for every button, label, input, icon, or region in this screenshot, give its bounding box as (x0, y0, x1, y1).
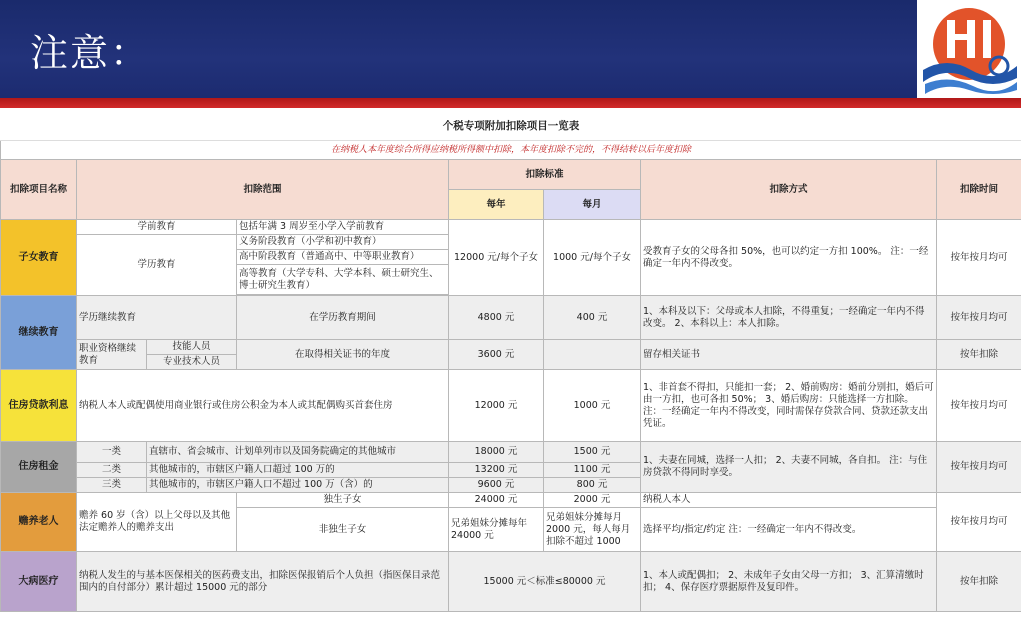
rent-method: 1、夫妻在同城，选择一人扣； 2、夫妻不同城，各自扣。 注：与住房贷款不得同时享受。 (641, 442, 937, 493)
pre-school-desc: 包括年满 3 周岁至小学入学前教育 (237, 220, 449, 235)
mortgage-per-month: 1000 元 (544, 370, 641, 442)
vocational-per-month-empty (544, 340, 641, 370)
header-method: 扣除方式 (641, 160, 937, 220)
item-serious-illness: 大病医疗 (1, 552, 77, 612)
degree-continuing-method: 1、本科及以下：父母或本人扣除，不得重复；一经确定一年内不得改变。 2、本科以上：本人扣除。 (641, 296, 937, 340)
header-time: 扣除时间 (937, 160, 1021, 220)
non-only-child-method: 选择平均/指定/约定 注：一经确定一年内不得改变。 (641, 508, 937, 552)
vocational-per-year: 3600 元 (449, 340, 544, 370)
degree-continuing-per-month: 400 元 (544, 296, 641, 340)
rent-tier2-desc: 其他城市的，市辖区户籍人口超过 100 万的 (147, 463, 449, 478)
degree-continuing-per-year: 4800 元 (449, 296, 544, 340)
only-child-label: 独生子女 (237, 493, 449, 508)
medical-standard: 15000 元＜标准≤80000 元 (449, 552, 641, 612)
header-item: 扣除项目名称 (1, 160, 77, 220)
vocational-period: 在取得相关证书的年度 (237, 340, 449, 370)
rent-tier2-per-month: 1100 元 (544, 463, 641, 478)
professional-personnel: 专业技术人员 (147, 355, 237, 370)
degree-continuing-label: 学历继续教育 (77, 296, 237, 340)
table-note: 在纳税人本年度综合所得应纳税所得额中扣除，本年度扣除不完的，不得结转以后年度扣除 (1, 141, 1021, 160)
non-only-child-label: 非独生子女 (237, 508, 449, 552)
children-time: 按年按月均可 (937, 220, 1021, 296)
item-continuing-education: 继续教育 (1, 296, 77, 370)
children-per-month: 1000 元/每个子女 (544, 220, 641, 296)
rent-tier2-per-year: 13200 元 (449, 463, 544, 478)
logo-icon (917, 0, 1021, 98)
elderly-time: 按年按月均可 (937, 493, 1021, 552)
medical-method: 1、本人或配偶扣； 2、未成年子女由父母一方扣； 3、汇算清缴时扣； 4、保存医疗票据原件及复印件。 (641, 552, 937, 612)
rent-tier1-label: 一类 (77, 442, 147, 463)
table-caption: 个税专项附加扣除项目一览表 (1, 112, 1021, 141)
medical-time: 按年扣除 (937, 552, 1021, 612)
vocational-continuing-label: 职业资格继续教育 (77, 340, 147, 370)
non-only-child-per-year: 兄弟姐妹分摊每年 24000 元 (449, 508, 544, 552)
rent-tier3-desc: 其他城市的，市辖区户籍人口不超过 100 万（含）的 (147, 478, 449, 493)
only-child-per-month: 2000 元 (544, 493, 641, 508)
medical-scope: 纳税人发生的与基本医保相关的医药费支出，扣除医保报销后个人负担（指医保目录范围内的自付部分）累计超过 15000 元的部分 (77, 552, 449, 612)
children-method: 受教育子女的父母各扣 50%，也可以约定一方扣 100%。 注：一经确定一年内不得改变。 (641, 220, 937, 296)
mortgage-per-year: 12000 元 (449, 370, 544, 442)
slide-title: 注意： (30, 31, 151, 75)
degree-continuing-period: 在学历教育期间 (237, 296, 449, 340)
vocational-method: 留存相关证书 (641, 340, 937, 370)
pre-school-label: 学前教育 (77, 220, 237, 235)
rent-tier3-per-year: 9600 元 (449, 478, 544, 493)
item-children-education: 子女教育 (1, 220, 77, 296)
degree-education-label: 学历教育 (77, 235, 237, 296)
header-stripe (0, 98, 1021, 108)
header-per-year: 每年 (449, 190, 544, 220)
higher-education: 高等教育（大学专科、大学本科、硕士研究生、博士研究生教育） (237, 265, 449, 295)
children-per-year: 12000 元/每个子女 (449, 220, 544, 296)
skilled-personnel: 技能人员 (147, 340, 237, 355)
high-school-education: 高中阶段教育（普通高中、中等职业教育） (237, 250, 449, 265)
rent-tier1-desc: 直辖市、省会城市、计划单列市以及国务院确定的其他城市 (147, 442, 449, 463)
mortgage-time: 按年按月均可 (937, 370, 1021, 442)
compulsory-education: 义务阶段教育（小学和初中教育） (237, 235, 449, 250)
only-child-per-year: 24000 元 (449, 493, 544, 508)
header-scope: 扣除范围 (77, 160, 449, 220)
rent-tier2-label: 二类 (77, 463, 147, 478)
mortgage-method: 1、非首套不得扣，只能扣一套； 2、婚前购房：婚前分别扣，婚后可由一方扣，也可各扣 50%； 3、婚后购房：只能选择一方扣除。 注：一经确定一年内不得改变，同时需保存贷款合同、贷款还款支出凭证。 (641, 370, 937, 442)
rent-tier3-label: 三类 (77, 478, 147, 493)
item-elderly-support: 赡养老人 (1, 493, 77, 552)
rent-tier1-per-month: 1500 元 (544, 442, 641, 463)
item-housing-rent: 住房租金 (1, 442, 77, 493)
slide-header (0, 0, 1021, 98)
rent-time: 按年按月均可 (937, 442, 1021, 493)
only-child-method: 纳税人本人 (641, 493, 937, 508)
degree-continuing-time: 按年按月均可 (937, 296, 1021, 340)
rent-tier3-per-month: 800 元 (544, 478, 641, 493)
elderly-scope: 赡养 60 岁（含）以上父母以及其他法定赡养人的赡养支出 (77, 493, 237, 552)
vocational-time: 按年扣除 (937, 340, 1021, 370)
deduction-table (0, 112, 1021, 612)
mortgage-scope: 纳税人本人或配偶使用商业银行或住房公积金为本人或其配偶购买首套住房 (77, 370, 449, 442)
header-standard: 扣除标准 (449, 160, 641, 190)
rent-tier1-per-year: 18000 元 (449, 442, 544, 463)
item-mortgage-interest: 住房贷款利息 (1, 370, 77, 442)
non-only-child-per-month: 兄弟姐妹分摊每月 2000 元，每人每月扣除不超过 1000 (544, 508, 641, 552)
header-per-month: 每月 (544, 190, 641, 220)
deduction-table-container (0, 112, 1021, 643)
logo (917, 0, 1021, 98)
